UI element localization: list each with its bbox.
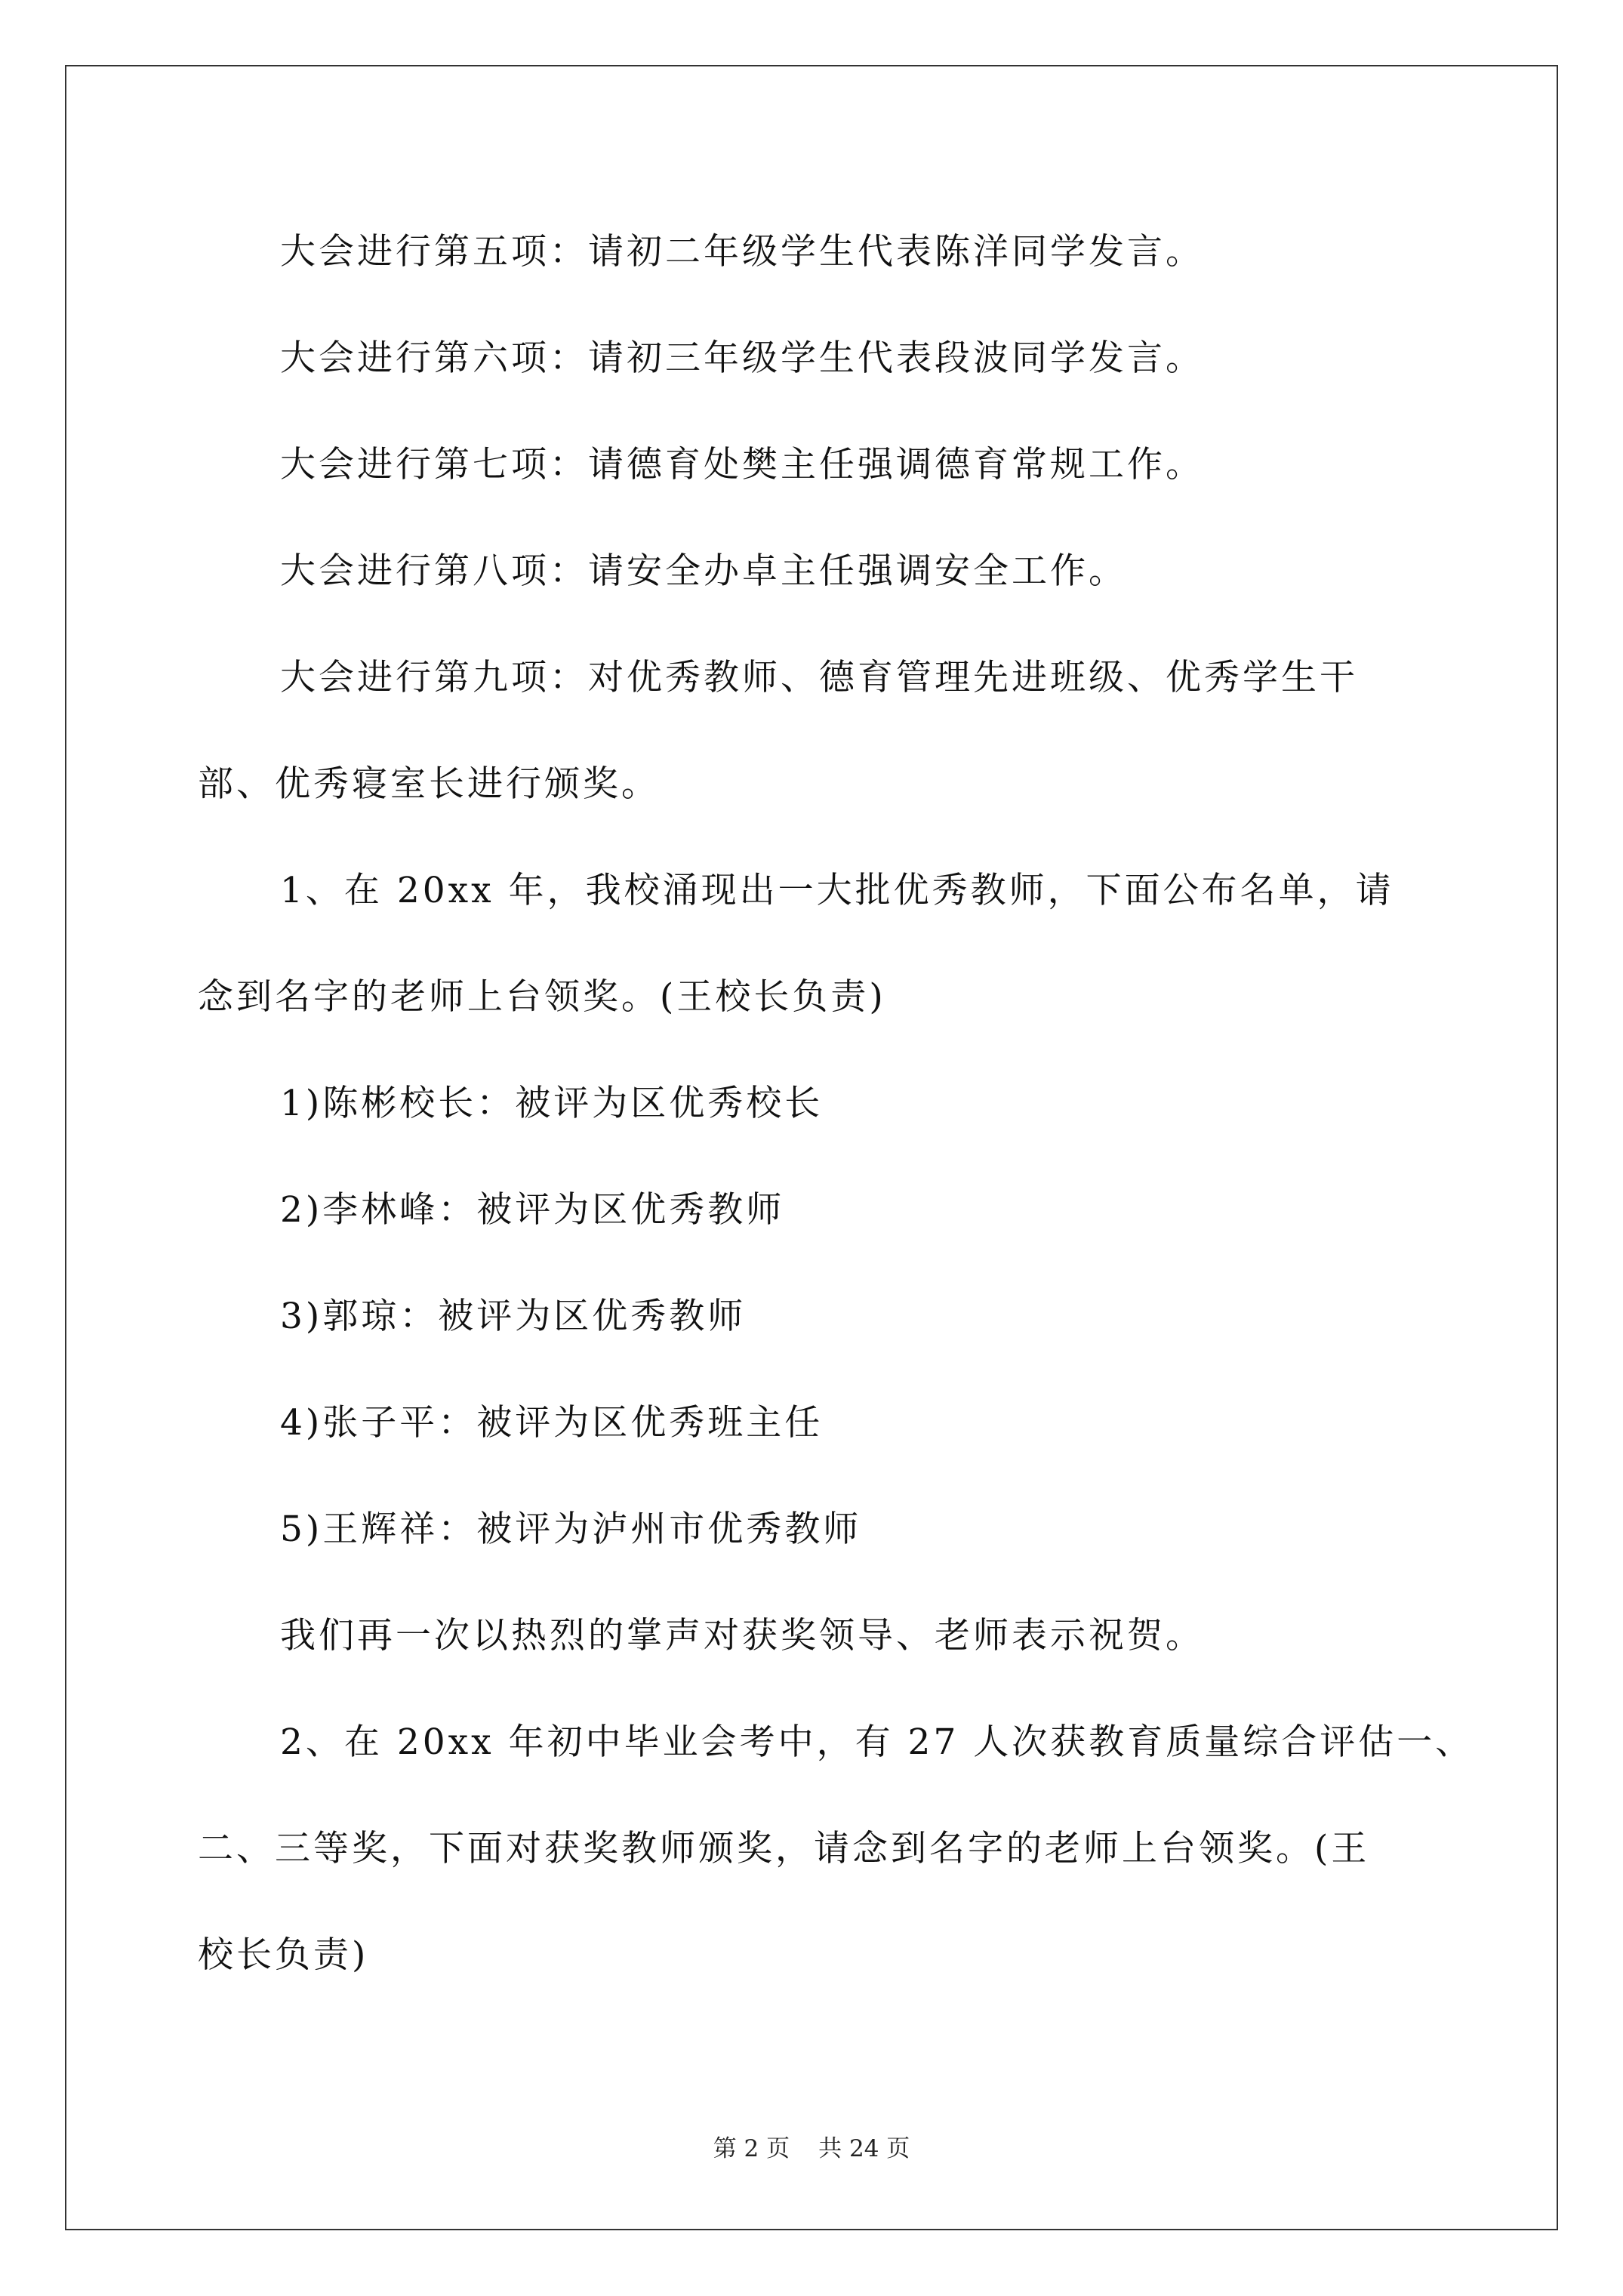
award-list-item: 3)郭琼：被评为区优秀教师 [280, 1296, 747, 1337]
paragraph-awards-1-line1: 1、在 20xx 年，我校涌现出一大批优秀教师，下面公布名单，请 [280, 870, 1394, 911]
page-number: 第 2 页 [713, 2135, 790, 2162]
page-footer [0, 2129, 1623, 2163]
award-list-item: 1)陈彬校长：被评为区优秀校长 [280, 1083, 824, 1124]
paragraph-item-8: 大会进行第八项：请安全办卓主任强调安全工作。 [280, 550, 1127, 592]
paragraph-item-5: 大会进行第五项：请初二年级学生代表陈洋同学发言。 [280, 231, 1204, 273]
page-total: 共 24 页 [818, 2135, 910, 2162]
award-list-item: 4)张子平：被评为区优秀班主任 [280, 1402, 824, 1444]
paragraph-item-9-line1: 大会进行第九项：对优秀教师、德育管理先进班级、优秀学生干 [280, 657, 1358, 698]
paragraph-awards-1-line2: 念到名字的老师上台领奖。(王校长负责) [198, 976, 886, 1018]
award-list-item: 5)王辉祥：被评为泸州市优秀教师 [280, 1509, 862, 1550]
award-list-item: 2)李林峰：被评为区优秀教师 [280, 1189, 785, 1231]
paragraph-awards-2-line2: 二、三等奖，下面对获奖教师颁奖，请念到名字的老师上台领奖。(王 [198, 1828, 1370, 1869]
paragraph-awards-2-line1: 2、在 20xx 年初中毕业会考中，有 27 人次获教育质量综合评估一、 [280, 1721, 1474, 1763]
paragraph-item-7: 大会进行第七项：请德育处樊主任强调德育常规工作。 [280, 444, 1204, 485]
page-border [65, 65, 1558, 2230]
paragraph-item-9-line2: 部、优秀寝室长进行颁奖。 [198, 763, 660, 805]
paragraph-congratulations: 我们再一次以热烈的掌声对获奖领导、老师表示祝贺。 [280, 1615, 1204, 1657]
paragraph-awards-2-line3: 校长负责) [198, 1934, 369, 1976]
paragraph-item-6: 大会进行第六项：请初三年级学生代表段波同学发言。 [280, 337, 1204, 379]
